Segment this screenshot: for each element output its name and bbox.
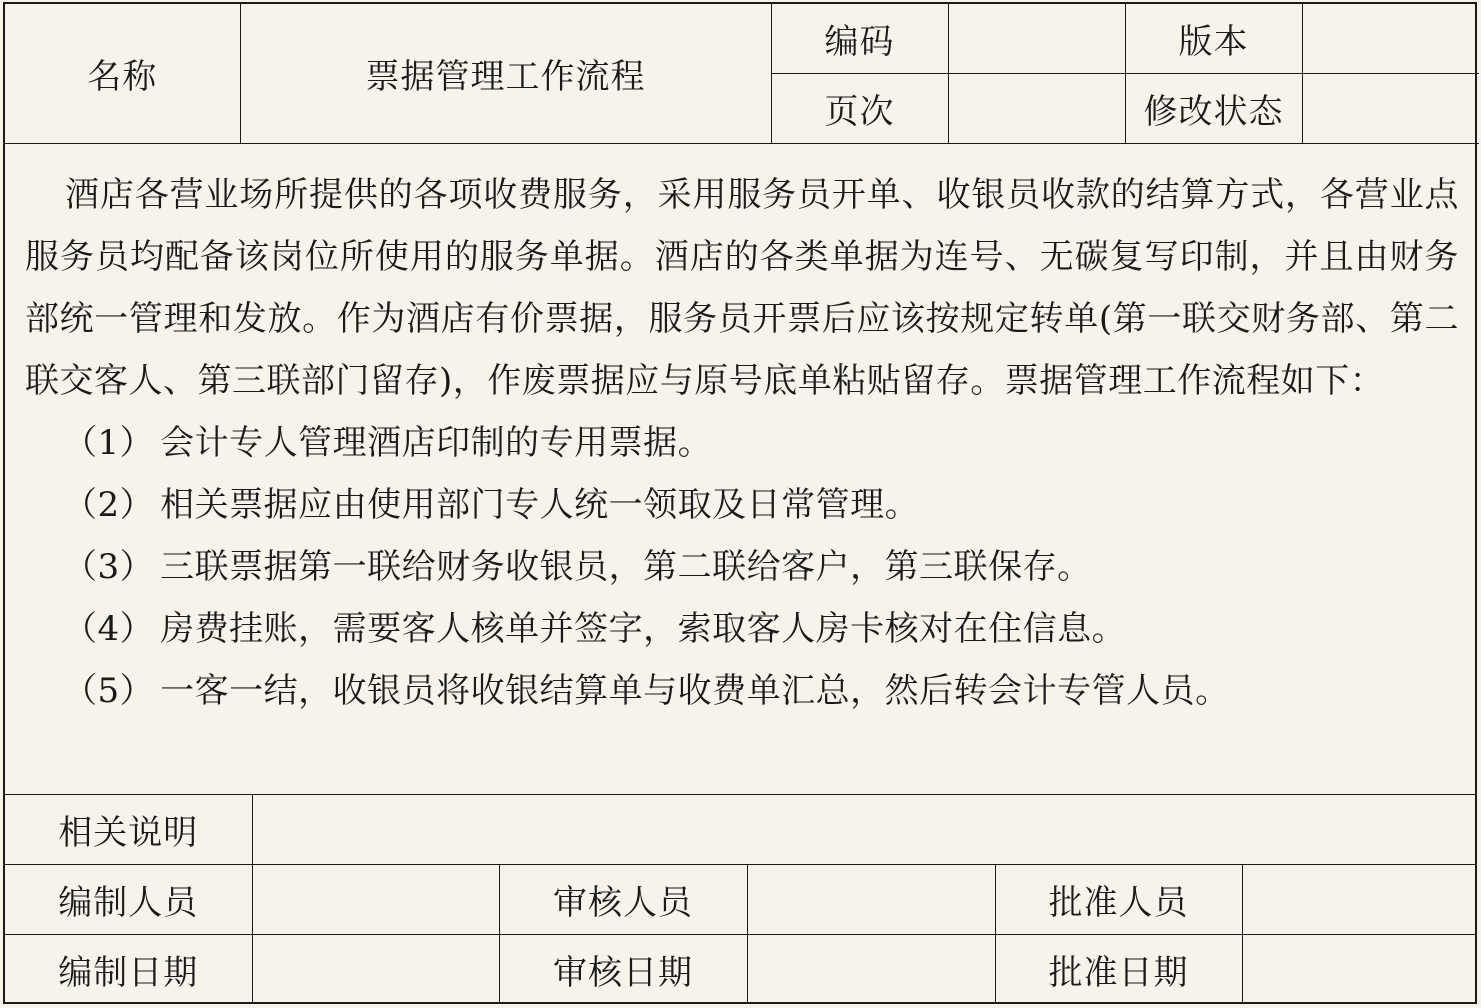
notes-value[interactable] xyxy=(252,795,1475,865)
step-text: 会计专人管理酒店印制的专用票据。 xyxy=(160,423,713,463)
step-text: 房费挂账，需要客人核单并签字，索取客人房卡核对在住信息。 xyxy=(160,609,1127,649)
prepared-by-value[interactable] xyxy=(252,865,499,935)
reviewed-date-value[interactable] xyxy=(747,935,995,1005)
reviewed-by-label: 审核人员 xyxy=(499,865,747,935)
name-label: 名称 xyxy=(5,4,240,144)
document-title: 票据管理工作流程 xyxy=(240,4,771,144)
step-text: 三联票据第一联给财务收银员，第二联给客户，第三联保存。 xyxy=(160,547,1092,587)
reviewed-by-value[interactable] xyxy=(747,865,995,935)
step-number: （4） xyxy=(63,609,155,649)
step-list xyxy=(25,412,1459,722)
revision-value[interactable] xyxy=(1302,74,1479,144)
code-label: 编码 xyxy=(771,4,948,74)
header-table xyxy=(5,4,1479,144)
prepared-by-label: 编制人员 xyxy=(5,865,252,935)
approved-date-label: 批准日期 xyxy=(995,935,1242,1005)
step-number: （5） xyxy=(63,671,155,711)
step-text: 相关票据应由使用部门专人统一领取及日常管理。 xyxy=(160,485,920,525)
version-label: 版本 xyxy=(1125,4,1302,74)
intro-paragraph: 酒店各营业场所提供的各项收费服务，采用服务员开单、收银员收款的结算方式，各营业点服务员均配备该岗位所使用的服务单据。酒店的各类单据为连号、无碳复写印制，并且由财务部统一管理和发放。作为酒店有价票据，服务员开票后应该按规定转单(第一联交财务部、第二联交客人、第三联部门留存)，作废票据应与原号底单粘贴留存。票据管理工作流程如下： xyxy=(25,175,1459,401)
page-label: 页次 xyxy=(771,74,948,144)
procedure-body xyxy=(5,144,1475,794)
version-value[interactable] xyxy=(1302,4,1479,74)
footer-table xyxy=(5,794,1475,1004)
step-item xyxy=(63,598,1459,660)
step-text: 一客一结，收银员将收银结算单与收费单汇总，然后转会计专管人员。 xyxy=(160,671,1230,711)
step-number: （3） xyxy=(63,547,155,587)
reviewed-date-label: 审核日期 xyxy=(499,935,747,1005)
notes-label: 相关说明 xyxy=(5,795,252,865)
page-value[interactable] xyxy=(948,74,1125,144)
step-number: （2） xyxy=(63,485,155,525)
revision-label: 修改状态 xyxy=(1125,74,1302,144)
approved-date-value[interactable] xyxy=(1242,935,1475,1005)
step-item xyxy=(63,660,1459,722)
procedure-form xyxy=(3,2,1477,1004)
step-item xyxy=(63,474,1459,536)
step-item xyxy=(63,536,1459,598)
code-value[interactable] xyxy=(948,4,1125,74)
step-item xyxy=(63,412,1459,474)
prepared-date-value[interactable] xyxy=(252,935,499,1005)
step-number: （1） xyxy=(63,423,155,463)
approved-by-label: 批准人员 xyxy=(995,865,1242,935)
prepared-date-label: 编制日期 xyxy=(5,935,252,1005)
approved-by-value[interactable] xyxy=(1242,865,1475,935)
